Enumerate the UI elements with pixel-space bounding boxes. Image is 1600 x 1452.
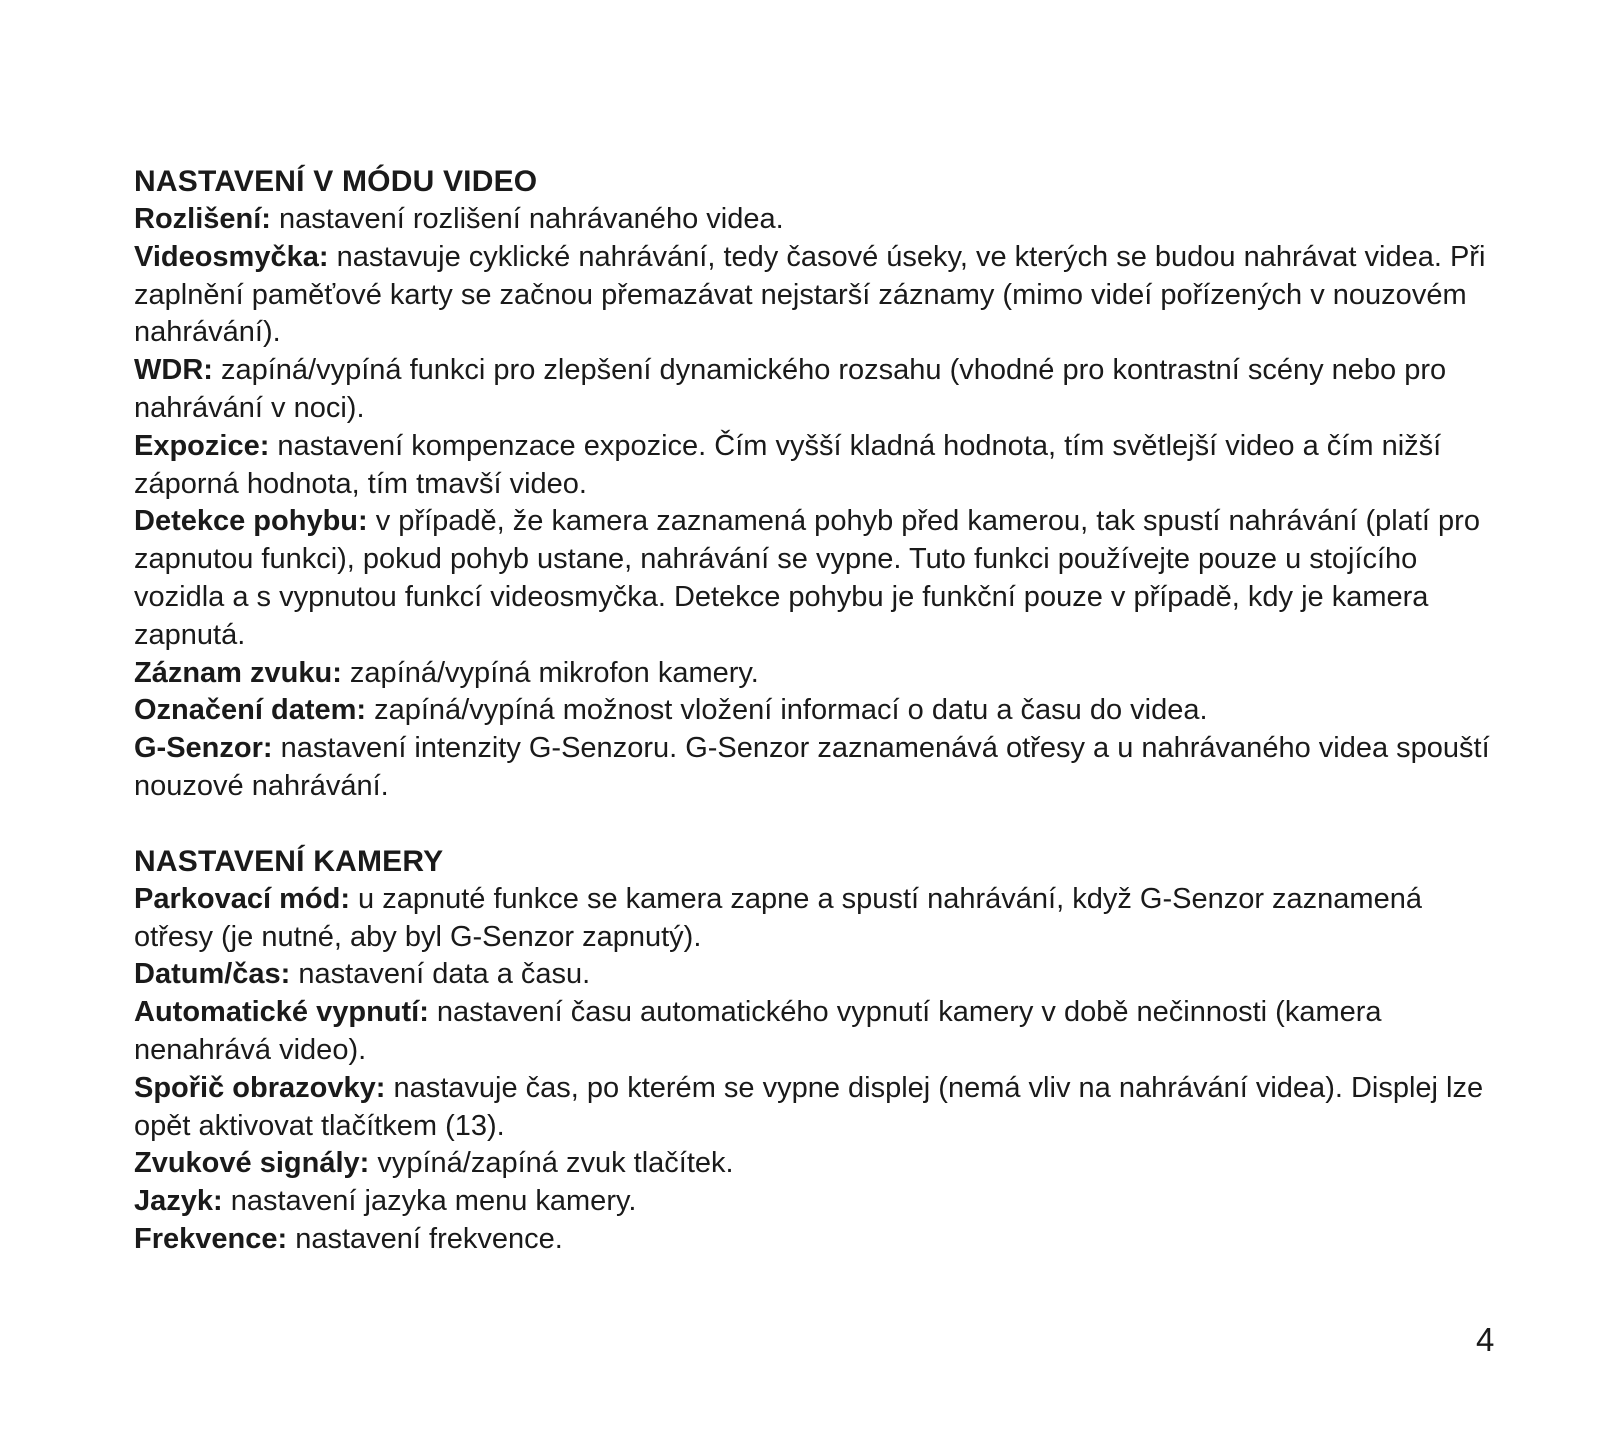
setting-term: Jazyk: bbox=[134, 1185, 223, 1218]
setting-item-screen-saver bbox=[134, 1070, 1494, 1146]
setting-term: Automatické vypnutí: bbox=[134, 996, 429, 1029]
setting-term: Videosmyčka: bbox=[134, 240, 329, 273]
setting-item-date-stamp bbox=[134, 692, 1494, 730]
setting-description: nastavení data a času. bbox=[290, 958, 591, 991]
setting-term: WDR: bbox=[134, 354, 213, 387]
setting-term: Expozice: bbox=[134, 429, 270, 462]
setting-item-wdr bbox=[134, 352, 1494, 428]
setting-term: Datum/čas: bbox=[134, 958, 291, 991]
setting-item-sound-signals bbox=[134, 1145, 1494, 1183]
setting-item-language bbox=[134, 1183, 1494, 1221]
section-video-mode-settings bbox=[134, 163, 1494, 806]
setting-item-resolution bbox=[134, 201, 1494, 239]
setting-term: Parkovací mód: bbox=[134, 882, 350, 915]
setting-item-sound-recording bbox=[134, 655, 1494, 693]
setting-description: nastavení času automatického vypnutí kamery v době nečinnosti (kamera nenahrává video). bbox=[134, 996, 1382, 1066]
setting-description: nastavení frekvence. bbox=[287, 1222, 563, 1255]
setting-description: nastavení intenzity G-Senzoru. G-Senzor zaznamenává otřesy a u nahrávaného videa spouští nouzové nahrávání. bbox=[134, 732, 1490, 802]
setting-item-g-sensor bbox=[134, 730, 1494, 806]
setting-item-parking-mode bbox=[134, 881, 1494, 957]
setting-description: nastavuje čas, po kterém se vypne displej (nemá vliv na nahrávání videa). Displej lze opět aktivovat tlačítkem (13). bbox=[134, 1071, 1484, 1142]
section-heading: NASTAVENÍ V MÓDU VIDEO bbox=[134, 165, 538, 198]
setting-item-frequency bbox=[134, 1221, 1494, 1259]
setting-description: nastavení jazyka menu kamery. bbox=[222, 1185, 637, 1218]
setting-item-video-loop bbox=[134, 239, 1494, 352]
section-heading: NASTAVENÍ KAMERY bbox=[134, 844, 444, 878]
setting-term: Detekce pohybu: bbox=[134, 505, 368, 538]
setting-description: nastavení rozlišení nahrávaného videa. bbox=[270, 203, 784, 235]
page-number: 4 bbox=[1476, 1321, 1495, 1358]
setting-item-auto-power-off bbox=[134, 994, 1494, 1070]
setting-description: zapíná/vypíná mikrofon kamery. bbox=[341, 656, 759, 689]
setting-term: G-Senzor: bbox=[134, 732, 273, 765]
setting-description: zapíná/vypíná funkci pro zlepšení dynamického rozsahu (vhodné pro kontrastní scény nebo pro nahrávání v noci). bbox=[134, 354, 1447, 424]
setting-term: Frekvence: bbox=[134, 1222, 288, 1255]
page-content bbox=[134, 163, 1494, 1259]
setting-term: Záznam zvuku: bbox=[134, 656, 342, 689]
setting-description: vypíná/zapíná zvuk tlačítek. bbox=[369, 1147, 734, 1180]
setting-description: nastavuje cyklické nahrávání, tedy časové úseky, ve kterých se budou nahrávat videa. Při zaplnění paměťové karty se začnou přemazávat nejstarší záznamy (mimo videí pořízených v nouzovém nahrávání). bbox=[134, 240, 1486, 349]
setting-term: Označení datem: bbox=[134, 694, 367, 727]
setting-description: u zapnuté funkce se kamera zapne a spustí nahrávání, když G-Senzor zaznamená otřesy (je nutné, aby byl G-Senzor zapnutý). bbox=[134, 882, 1422, 953]
setting-item-motion-detection bbox=[134, 503, 1494, 654]
setting-item-date-time bbox=[134, 956, 1494, 994]
setting-description: zapíná/vypíná možnost vložení informací o datu a času do videa. bbox=[366, 694, 1208, 727]
setting-item-exposure bbox=[134, 428, 1494, 504]
setting-description: nastavení kompenzace expozice. Čím vyšší kladná hodnota, tím světlejší video a čím nižší záporná hodnota, tím tmavší video. bbox=[134, 429, 1442, 500]
setting-term: Zvukové signály: bbox=[134, 1147, 370, 1180]
setting-description: v případě, že kamera zaznamená pohyb před kamerou, tak spustí nahrávání (platí pro zapnutou funkci), pokud pohyb ustane, nahrávání se vypne. Tuto funkci používejte pouze u stojícího vozidla a s vypnutou funkcí videosmyčka. Detekce pohybu je funkční pouze v případě, kdy je kamera zapnutá. bbox=[134, 505, 1480, 651]
section-camera-settings bbox=[134, 843, 1494, 1259]
setting-term: Spořič obrazovky: bbox=[134, 1071, 386, 1104]
setting-term: Rozlišení: bbox=[134, 203, 271, 235]
